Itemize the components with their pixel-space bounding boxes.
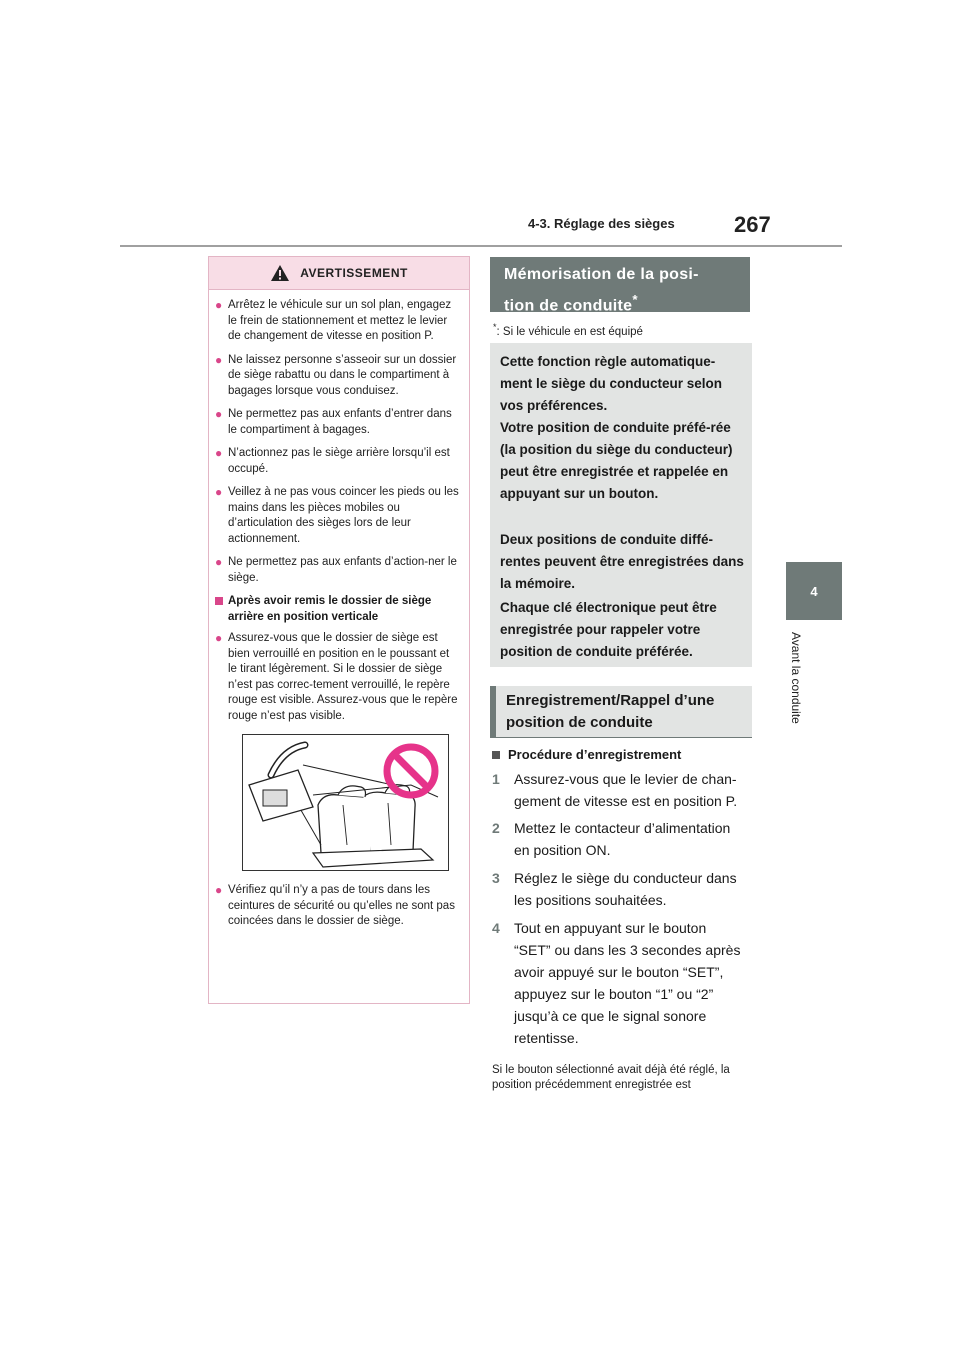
warning-box bbox=[208, 256, 470, 1004]
bullet-icon: ● bbox=[215, 446, 223, 460]
header-divider bbox=[120, 245, 842, 247]
procedure-heading-text: Procédure d’enregistrement bbox=[508, 747, 682, 762]
step-text: Réglez le siège du conducteur dans les positions souhaitées. bbox=[514, 870, 737, 908]
bullet-icon: ● bbox=[215, 407, 223, 421]
section-title: 4-3. Réglage des sièges bbox=[528, 216, 675, 231]
chapter-tab: 4 bbox=[786, 562, 842, 620]
register-heading-line2: position de conduite bbox=[506, 714, 653, 731]
rear-seat-illustration bbox=[242, 734, 449, 871]
bullet-icon: ● bbox=[215, 485, 223, 499]
intro-paragraph: Chaque clé électronique peut être enregistrée pour rappeler votre position de conduite préférée. bbox=[500, 600, 717, 659]
footnote-text: Si le bouton sélectionné avait déjà été réglé, la position précédemment enregistrée est bbox=[492, 1064, 730, 1091]
warning-item bbox=[215, 298, 459, 345]
memory-heading-text bbox=[504, 262, 699, 318]
step-number: 1 bbox=[492, 771, 500, 787]
procedure-heading bbox=[492, 747, 681, 762]
warning-item bbox=[215, 883, 459, 930]
procedure-step bbox=[492, 917, 746, 1049]
register-heading bbox=[490, 686, 752, 738]
warning-item-text: Ne laissez personne s’asseoir sur un dossier de siège rabattu ou dans le compartiment à bagages lorsque vous conduisez. bbox=[228, 353, 457, 397]
warning-header bbox=[209, 257, 469, 290]
warning-item-text: Assurez-vous que le dossier de siège est bien verrouillé en position en le poussant et le tirant légèrement. Si le dossier de siège n’est pas correc-tement verrouillé, le repère rouge est visible. Assurez-vous que le repère rouge n’est pas visible. bbox=[228, 632, 458, 722]
equipment-note bbox=[493, 322, 643, 338]
bullet-icon: ● bbox=[215, 883, 223, 897]
warning-subheading-text: Après avoir remis le dossier de siège arrière en position verticale bbox=[228, 595, 432, 623]
warning-title: AVERTISSEMENT bbox=[300, 266, 408, 280]
warning-subheading bbox=[215, 594, 459, 625]
asterisk-mark: * bbox=[632, 292, 638, 307]
page-number: 267 bbox=[734, 212, 771, 237]
warning-item bbox=[215, 631, 459, 724]
intro-paragraph: Deux positions de conduite diffé-rentes peuvent être enregistrées dans la mémoire. bbox=[500, 532, 744, 591]
step-number: 3 bbox=[492, 870, 500, 886]
intro-panel bbox=[490, 343, 752, 667]
step-text: Assurez-vous que le levier de chan-gement de vitesse est en position P. bbox=[514, 771, 738, 809]
memory-heading bbox=[490, 257, 750, 315]
rear-seat-drawing bbox=[243, 735, 448, 870]
procedure-step bbox=[492, 867, 746, 911]
warning-item-text: Ne permettez pas aux enfants d’entrer dans le compartiment à bagages. bbox=[228, 408, 452, 436]
warning-item bbox=[215, 446, 459, 477]
warning-item-text: Ne permettez pas aux enfants d’action-ner le siège. bbox=[228, 556, 457, 584]
step-number: 4 bbox=[492, 920, 500, 936]
warning-item bbox=[215, 555, 459, 586]
register-heading-text bbox=[506, 690, 714, 734]
equipment-note-text: : Si le véhicule en est équipé bbox=[496, 325, 643, 338]
bullet-icon: ● bbox=[215, 298, 223, 312]
square-bullet-icon bbox=[215, 597, 223, 605]
note-asterisk: * bbox=[493, 322, 497, 332]
intro-paragraph: Cette fonction règle automatique-ment le siège du conducteur selon vos préférences. bbox=[500, 354, 723, 413]
warning-item-text: Arrêtez le véhicule sur un sol plan, engagez le frein de stationnement et mettez le levier de changement de vitesse en position P. bbox=[228, 299, 452, 342]
warning-body bbox=[209, 290, 469, 930]
square-bullet-icon bbox=[492, 751, 500, 759]
warning-item bbox=[215, 353, 459, 400]
procedure-step bbox=[492, 768, 746, 812]
step-text: Mettez le contacteur d’alimentation en position ON. bbox=[514, 820, 731, 858]
memory-heading-line2: tion de conduite bbox=[504, 297, 633, 315]
procedure-step bbox=[492, 817, 746, 861]
bullet-icon: ● bbox=[215, 352, 223, 367]
warning-item-text: Veillez à ne pas vous coincer les pieds ou les mains dans les pièces mobiles ou d’articulation des sièges lors de leur actionnement. bbox=[228, 486, 459, 545]
bullet-icon: ● bbox=[215, 555, 223, 569]
step-text: Tout en appuyant sur le bouton “SET” ou dans les 3 secondes après avoir appuyé sur le bouton “SET”, appuyez sur le bouton “1” ou “2” jusqu’à ce que le signal sonore retentisse. bbox=[514, 920, 741, 1046]
warning-triangle-icon bbox=[270, 264, 290, 282]
warning-item bbox=[215, 407, 459, 438]
warning-item-text: N’actionnez pas le siège arrière lorsqu’il est occupé. bbox=[228, 447, 450, 475]
warning-item-text: Vérifiez qu’il n’y a pas de tours dans les ceintures de sécurité ou qu’elles ne sont pas coincées dans le dossier de siège. bbox=[228, 884, 455, 927]
register-heading-line1: Enregistrement/Rappel d’une bbox=[506, 692, 715, 709]
chapter-label bbox=[785, 632, 805, 742]
chapter-label-text: Avant la conduite bbox=[789, 632, 803, 724]
warning-item bbox=[215, 485, 459, 547]
step-number: 2 bbox=[492, 820, 500, 836]
intro-paragraph: Votre position de conduite préfé-rée (la position du siège du conducteur) peut être enregistrée et rappelée en appuyant sur un bouton. bbox=[500, 420, 733, 501]
memory-heading-line1: Mémorisation de la posi- bbox=[504, 266, 699, 283]
bullet-icon: ● bbox=[215, 631, 223, 645]
